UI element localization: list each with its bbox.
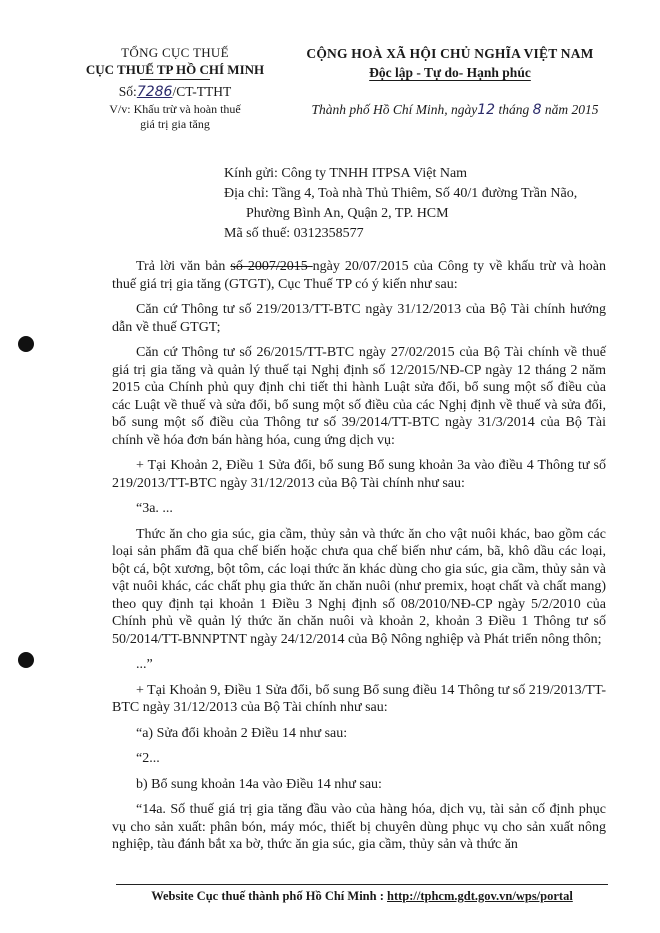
nation-title: CỘNG HOÀ XÃ HỘI CHỦ NGHĨA VIỆT NAM xyxy=(306,46,594,61)
paragraph-3a: “3a. ... xyxy=(136,501,173,516)
date-month-label: tháng xyxy=(495,102,533,117)
issuing-agency-block xyxy=(70,44,280,132)
reply-struck-ref: số 2007/2015 xyxy=(230,259,313,274)
date-month-handwritten: 8 xyxy=(532,102,542,118)
addressee-tax-code: Mã số thuế: 0312358577 xyxy=(224,226,364,241)
doc-no-prefix: Số: xyxy=(118,84,137,99)
footer-divider xyxy=(116,884,608,885)
letter-body xyxy=(112,258,606,862)
reply-text-post: ngày 20/07/2015 của Công ty về khấu trừ và hoàn thuế giá trị gia tăng (GTGT), Cục Thuế TP có ý kiến như sau: xyxy=(112,259,606,292)
parent-org: TỔNG CỤC THUẾ xyxy=(121,45,229,60)
addressee-address-2: Phường Bình An, Quận 2, TP. HCM xyxy=(246,206,449,221)
document-number xyxy=(70,83,280,101)
paragraph-animal-feed: Thức ăn cho gia súc, gia cầm, thủy sản và thức ăn cho vật nuôi khác, bao gồm các loại sản phẩm đã qua chế biến hoặc chưa qua chế biến như cám, bã, khô dầu các loại, bột cá, bột xương, bột tôm, các loại thức ăn khác dùng cho gia súc, gia cầm, thủy sản và vật nuôi khác, các chất phụ gia thức ăn chăn nuôi (như premix, hoạt chất và chất mang) theo quy định tại khoản 1 Điều 3 Nghị định số 08/2010/NĐ-CP ngày 5/2/2010 của Chính phủ về quản lý thức ăn chăn nuôi và khoản 2, khoản 3 Điều 1 Thông tư số 50/2014/TT-BNNPTNT ngày 24/12/2014 của Bộ Nông nghiệp và Phát triển nông thôn; xyxy=(112,526,606,647)
doc-no-suffix: /CT-TTHT xyxy=(172,84,232,99)
agency-name: CỤC THUẾ TP HỒ CHÍ MINH xyxy=(85,62,265,77)
paragraph-basis-2: Căn cứ Thông tư số 26/2015/TT-BTC ngày 27/02/2015 của Bộ Tài chính về thuế giá trị gia tăng và quản lý thuế tại Nghị định số 12/2015/NĐ-CP ngày 12 tháng 2 năm 2015 của Chính phủ quy định chi tiết thi hành Luật sửa đổi, bổ sung một số điều của các Luật về thuế và sửa đổi, bổ sung một số điều của các Nghị định về thuế và sửa đổi, bổ sung một số điều của Thông tư số 39/2014/TT-BTC ngày 31/3/2014 của Bộ Tài chính về hóa đơn bán hàng hóa, cung ứng dịch vụ: xyxy=(112,345,606,448)
doc-no-handwritten: 7286 xyxy=(136,84,173,100)
paragraph-amend-a: “a) Sửa đổi khoản 2 Điều 14 như sau: xyxy=(136,725,348,741)
paragraph-clause-2: + Tại Khoản 2, Điều 1 Sửa đổi, bổ sung Bổ sung khoản 3a vào điều 4 Thông tư số 219/2013/TT-BTC ngày 31/12/2013 của Bộ Tài chính như sau: xyxy=(112,458,606,491)
header-divider xyxy=(140,79,210,80)
date-prefix: Thành phố Hồ Chí Minh, ngày xyxy=(311,102,478,117)
binder-hole-mark-bottom xyxy=(18,652,34,668)
subject-line-2: giá trị gia tăng xyxy=(140,117,210,131)
paragraph-clause-9: + Tại Khoản 9, Điều 1 Sửa đổi, bổ sung Bổ sung điều 14 Thông tư số 219/2013/TT-BTC ngày 31/12/2013 của Bộ Tài chính như sau: xyxy=(112,682,606,715)
addressee-block xyxy=(224,164,577,244)
binder-hole-mark-top xyxy=(18,336,34,352)
paragraph-ellipsis: ...” xyxy=(136,657,153,672)
addressee-address-1: Địa chỉ: Tầng 4, Toà nhà Thủ Thiêm, Số 40/1 đường Trần Não, xyxy=(224,186,578,201)
paragraph-14a: “14a. Số thuế giá trị gia tăng đầu vào của hàng hóa, dịch vụ, tài sản cố định phục vụ cho sản xuất: phân bón, máy móc, thiết bị chuyên dùng phục vụ cho sản xuất nông nghiệp, tàu đánh bắt xa bờ, thức ăn gia súc, gia cầm, thủy sản và thức ăn xyxy=(112,802,606,852)
national-motto: Độc lập - Tự do- Hạnh phúc xyxy=(369,65,531,80)
paragraph-item-2: “2... xyxy=(136,751,160,766)
reply-text-pre: Trả lời văn bản xyxy=(136,259,231,274)
date-year: năm 2015 xyxy=(541,102,599,117)
addressee-to: Kính gửi: Công ty TNHH ITPSA Việt Nam xyxy=(224,166,468,181)
date-day-handwritten: 12 xyxy=(477,102,496,118)
subject-line-1: V/v: Khấu trừ và hoàn thuế xyxy=(109,102,241,116)
national-header-block xyxy=(290,44,610,118)
paragraph-amend-b: b) Bổ sung khoản 14a vào Điều 14 như sau: xyxy=(136,776,382,792)
date-line xyxy=(290,100,620,120)
footer-website-link[interactable]: http://tphcm.gdt.gov.vn/wps/portal xyxy=(387,889,573,903)
paragraph-reply xyxy=(112,258,606,293)
subject-line xyxy=(70,102,280,132)
footer xyxy=(116,889,608,904)
paragraph-basis-1: Căn cứ Thông tư số 219/2013/TT-BTC ngày 31/12/2013 của Bộ Tài chính hướng dẫn về thuế GTGT; xyxy=(112,302,606,335)
footer-label: Website Cục thuế thành phố Hồ Chí Minh : xyxy=(151,889,387,903)
